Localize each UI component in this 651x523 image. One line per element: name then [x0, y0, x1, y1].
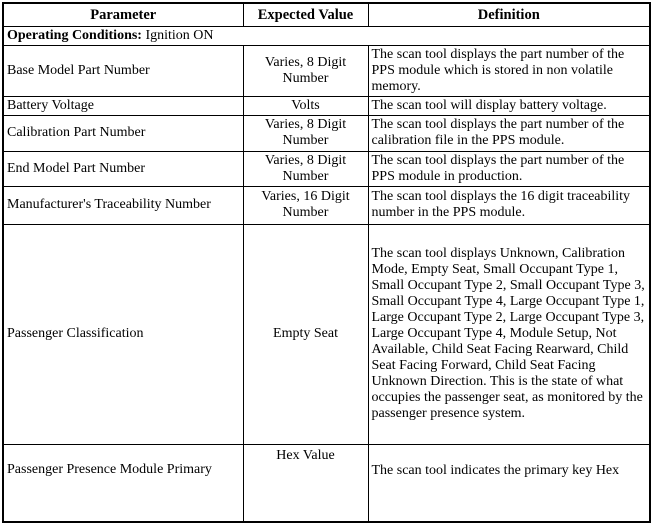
cell-parameter: Manufacturer's Traceability Number [3, 186, 243, 224]
parameters-table [2, 2, 651, 523]
cell-definition: The scan tool displays the part number of the PPS module which is stored in non volatile memory. [368, 45, 650, 96]
cell-expected-value: Volts [243, 96, 368, 115]
column-header-expected-value: Expected Value [243, 3, 368, 26]
cell-expected-value: Varies, 8 Digit Number [243, 151, 368, 186]
cell-parameter: End Model Part Number [3, 151, 243, 186]
section-label: Operating Conditions: [7, 27, 142, 43]
table-header-row [3, 3, 650, 26]
table-row [3, 186, 650, 224]
section-row [3, 26, 650, 45]
cell-parameter: Passenger Classification [3, 224, 243, 444]
table-row [3, 45, 650, 96]
column-header-definition: Definition [368, 3, 650, 26]
cell-parameter: Battery Voltage [3, 96, 243, 115]
cell-definition: The scan tool will display battery voltage. [368, 96, 650, 115]
cell-parameter: Base Model Part Number [3, 45, 243, 96]
table-row [3, 115, 650, 151]
cell-definition: The scan tool displays the part number of the PPS module in production. [368, 151, 650, 186]
table-row [3, 96, 650, 115]
table-row [3, 224, 650, 444]
cell-expected-value: Varies, 16 Digit Number [243, 186, 368, 224]
table-row [3, 444, 650, 522]
cell-parameter: Passenger Presence Module Primary [3, 444, 243, 522]
cell-expected-value: Empty Seat [243, 224, 368, 444]
cell-definition: The scan tool displays Unknown, Calibration Mode, Empty Seat, Small Occupant Type 1, Small Occupant Type 2, Small Occupant Type 3, Small Occupant Type 4, Large Occupant Type 1, Large Occupant Type 2, Large Occupant Type 3, Large Occupant Type 4, Module Setup, Not Available, Child Seat Facing Rearward, Child Seat Facing Forward, Child Seat Facing Unknown Direction. This is the state of what occupies the passenger seat, as monitored by the passenger presence system. [368, 224, 650, 444]
cell-definition: The scan tool displays the 16 digit traceability number in the PPS module. [368, 186, 650, 224]
cell-definition: The scan tool indicates the primary key Hex [368, 444, 650, 522]
cell-expected-value: Varies, 8 Digit Number [243, 45, 368, 96]
section-operating-conditions [3, 26, 650, 45]
cell-parameter: Calibration Part Number [3, 115, 243, 151]
cell-definition: The scan tool displays the part number of the calibration file in the PPS module. [368, 115, 650, 151]
table-row [3, 151, 650, 186]
section-value: Ignition ON [141, 27, 214, 43]
cell-expected-value: Hex Value [243, 444, 368, 522]
cell-expected-value: Varies, 8 Digit Number [243, 115, 368, 151]
column-header-parameter: Parameter [3, 3, 243, 26]
document-page [2, 2, 651, 523]
